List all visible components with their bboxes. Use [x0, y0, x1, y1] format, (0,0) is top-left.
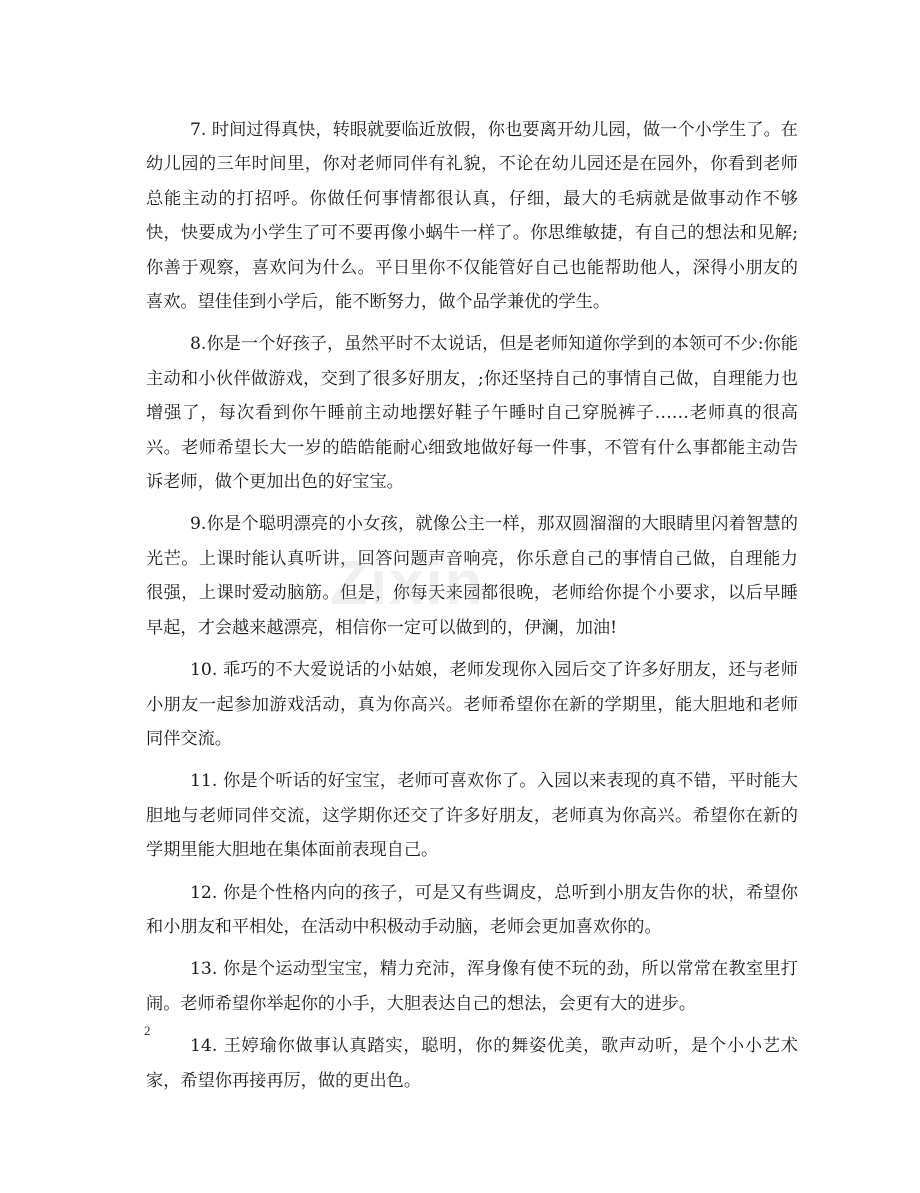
watermark: Zixin: [330, 549, 485, 618]
document-body: [146, 113, 798, 1106]
paragraph-13: 13. 你是个运动型宝宝，精力充沛，浑身像有使不玩的劲，所以常常在教室里打闹。老师希望你举起你的小手，大胆表达自己的想法，会更有大的进步。: [146, 959, 798, 1014]
paragraph-10: 10. 乖巧的不大爱说话的小姑娘，老师发现你入园后交了许多好朋友，还与老师小朋友一起参加游戏活动，真为你高兴。老师希望你在新的学期里，能大胆地和老师同伴交流。: [146, 660, 798, 749]
page-number: 2: [144, 1023, 151, 1038]
paragraph-8: 8.你是一个好孩子，虽然平时不太说话，但是老师知道你学到的本领可不少:你能主动和小伙伴做游戏，交到了很多好朋友，;你还坚持自己的事情自己做，自理能力也增强了，每次看到你午睡前主动地摆好鞋子午睡时自己穿脱裤子……老师真的很高兴。老师希望长大一岁的皓皓能耐心细致地做好每一件事，不管有什么事都能主动告诉老师，做个更加出色的好宝宝。: [146, 334, 798, 493]
paragraph-14: 14. 王婷瑜你做事认真踏实，聪明，你的舞姿优美，歌声动听，是个小小艺术家，希望你再接再厉，做的更出色。: [146, 1036, 798, 1091]
paragraph-7: 7. 时间过得真快，转眼就要临近放假，你也要离开幼儿园，做一个小学生了。在幼儿园的三年时间里，你对老师同伴有礼貌，不论在幼儿园还是在园外，你看到老师总能主动的打招呼。你做任何事情都很认真，仔细，最大的毛病就是做事动作不够快，快要成为小学生了可不要再像小蜗牛一样了。你思维敏捷，有自己的想法和见解;你善于观察，喜欢问为什么。平日里你不仅能管好自己也能帮助他人，深得小朋友的喜欢。望佳佳到小学后，能不断努力，做个品学兼优的学生。: [146, 120, 798, 313]
paragraph-12: 12. 你是个性格内向的孩子，可是又有些调皮，总听到小朋友告你的状，希望你和小朋友和平相处，在活动中积极动手动脑，老师会更加喜欢你的。: [146, 882, 798, 937]
paragraph-11: 11. 你是个听话的好宝宝，老师可喜欢你了。入园以来表现的真不错，平时能大胆地与老师同伴交流，这学期你还交了许多好朋友，老师真为你高兴。希望你在新的学期里能大胆地在集体面前表现自己。: [146, 771, 798, 861]
paragraph-9: 9.你是个聪明漂亮的小女孩，就像公主一样，那双圆溜溜的大眼睛里闪着智慧的光芒。上课时能认真听讲，回答问题声音响亮，你乐意自己的事情自己做，自理能力很强，上课时爱动脑筋。但是，你每天来园都很晚，老师给你提个小要求，以后早睡早起，才会越来越漂亮，相信你一定可以做到的，伊澜，加油!: [146, 514, 798, 638]
